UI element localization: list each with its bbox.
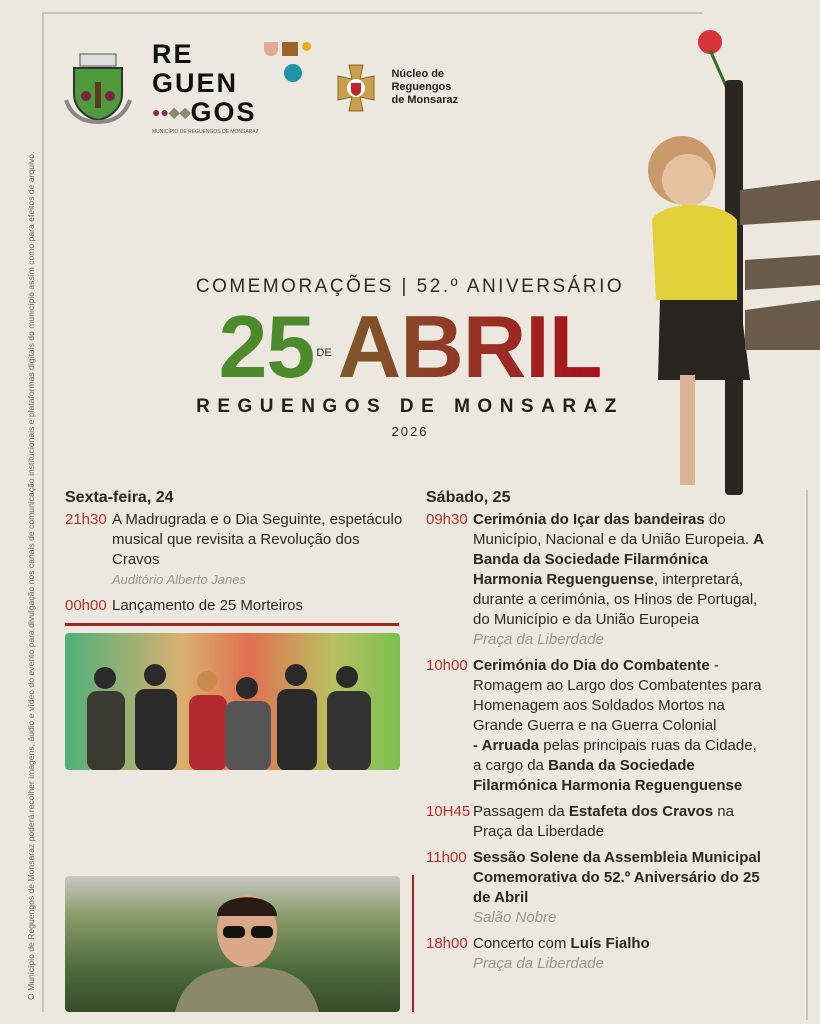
nucleo-line: de Monsaraz — [391, 94, 459, 106]
event-text: Lançamento de 25 Morteiros — [112, 597, 303, 614]
event-location: Salão Nobre — [473, 909, 557, 926]
frame-line-top — [42, 12, 702, 14]
hero-month: ABRIL — [337, 297, 602, 396]
event-detail: - Romagem ao Largo dos Combatentes para Homenagem aos Soldados Mortos na Grande Guerra e na Guerra Colonial — [473, 657, 762, 734]
grapes-icon: ●● — [152, 104, 169, 120]
event-detail: Passagem da — [473, 803, 569, 820]
event-highlight: Banda da Sociedade Filarmónica Harmonia Reguenguense — [473, 757, 743, 794]
brand-line: RE — [152, 39, 194, 69]
event-text — [473, 848, 766, 928]
hero-date — [150, 298, 670, 396]
day-heading: Sábado, 25 — [426, 489, 511, 506]
event-time: 00h00 — [65, 597, 107, 614]
nucleo-line: Reguengos — [391, 81, 452, 93]
brand-subtitle: MUNICÍPIO DE REGUENGOS DE MONSARAZ — [152, 129, 259, 135]
event-highlight: Estafeta dos Cravos — [568, 803, 714, 820]
event-text — [473, 934, 650, 974]
event-location: Praça da Liberdade — [473, 631, 604, 648]
event-time: 21h30 — [65, 511, 107, 528]
combatants-cross-icon — [331, 63, 381, 113]
brand-line: GOS — [190, 97, 257, 127]
event-detail: , interpretará, durante a cerimónia, os Hinos de Portugal, do Município e da União Europeia — [473, 571, 758, 628]
side-disclaimer: O Município de Reguengos de Monsaraz poderá recolher imagens, áudio e vídeo do evento para divulgação nos canais de comunicação institucionais e plataformas digitais do município assim como para efeitos de arquivo. — [26, 151, 36, 1000]
nucleo-logo — [331, 63, 458, 113]
tiles-icon: ◆◆ — [168, 104, 191, 120]
schedule-event — [426, 656, 766, 796]
hero-subtitle: COMEMORAÇÕES | 52.º ANIVERSÁRIO — [195, 276, 625, 297]
band-photo — [65, 633, 400, 770]
event-text — [473, 656, 766, 796]
hero-place: REGUENGOS DE MONSARAZ — [196, 396, 624, 417]
event-detail: pelas principais ruas da Cidade, a cargo da — [473, 737, 757, 774]
schedule-event — [65, 510, 405, 590]
event-highlight: - Arruada — [473, 737, 540, 754]
singer-photo — [65, 876, 400, 1012]
event-highlight: Sessão Solene da Assembleia Municipal Comemorativa do 52.º Aniversário do 25 de Abril — [473, 849, 761, 906]
event-detail: Concerto com — [473, 935, 571, 952]
event-time: 18h00 — [426, 935, 468, 952]
event-highlight: Luís Fialho — [570, 935, 650, 952]
event-location: Praça da Liberdade — [473, 955, 604, 972]
day-heading: Sexta-feira, 24 — [65, 489, 174, 506]
schedule-event — [426, 802, 766, 842]
hero-de: DE — [316, 347, 332, 360]
reguengos-brand-logo — [152, 40, 311, 135]
frame-line-right — [806, 490, 808, 1020]
event-text: A Madrugrada e o Dia Seguinte, espetáculo musical que revisita a Revolução dos Cravos — [112, 511, 403, 568]
hero-title-block — [150, 276, 670, 439]
nucleo-line: Núcleo de — [391, 68, 445, 80]
event-text — [473, 802, 766, 842]
municipal-coat-of-arms-icon — [64, 52, 132, 124]
frame-line-left — [42, 12, 44, 1012]
event-time: 09h30 — [426, 511, 468, 528]
event-location: Auditório Alberto Janes — [112, 572, 246, 587]
hero-day: 25 — [218, 297, 315, 396]
event-detail: na Praça da Liberdade — [473, 803, 734, 840]
logos-row — [64, 40, 458, 135]
saturday-schedule — [426, 488, 766, 980]
event-highlight: Cerimónia do Dia do Combatente — [473, 657, 710, 674]
accent-line — [412, 875, 414, 1012]
event-time: 11h00 — [426, 849, 467, 866]
event-time: 10h00 — [426, 657, 468, 674]
hero-year: 2026 — [391, 424, 429, 439]
schedule-event — [65, 596, 405, 616]
schedule-event — [426, 510, 766, 650]
friday-schedule — [65, 488, 405, 622]
event-time: 10H45 — [426, 803, 471, 820]
schedule-event — [426, 848, 766, 928]
brand-line: GUEN — [152, 68, 239, 98]
section-divider — [65, 623, 399, 626]
event-text — [473, 510, 766, 650]
schedule-event — [426, 934, 766, 974]
event-highlight: Cerimónia do Içar das bandeiras — [473, 511, 705, 528]
event-detail: do Município, Nacional e da União Europeia. — [473, 511, 754, 548]
brand-shapes-icon — [264, 40, 311, 127]
event-highlight: A Banda da Sociedade Filarmónica Harmonia Reguenguense — [473, 531, 764, 588]
